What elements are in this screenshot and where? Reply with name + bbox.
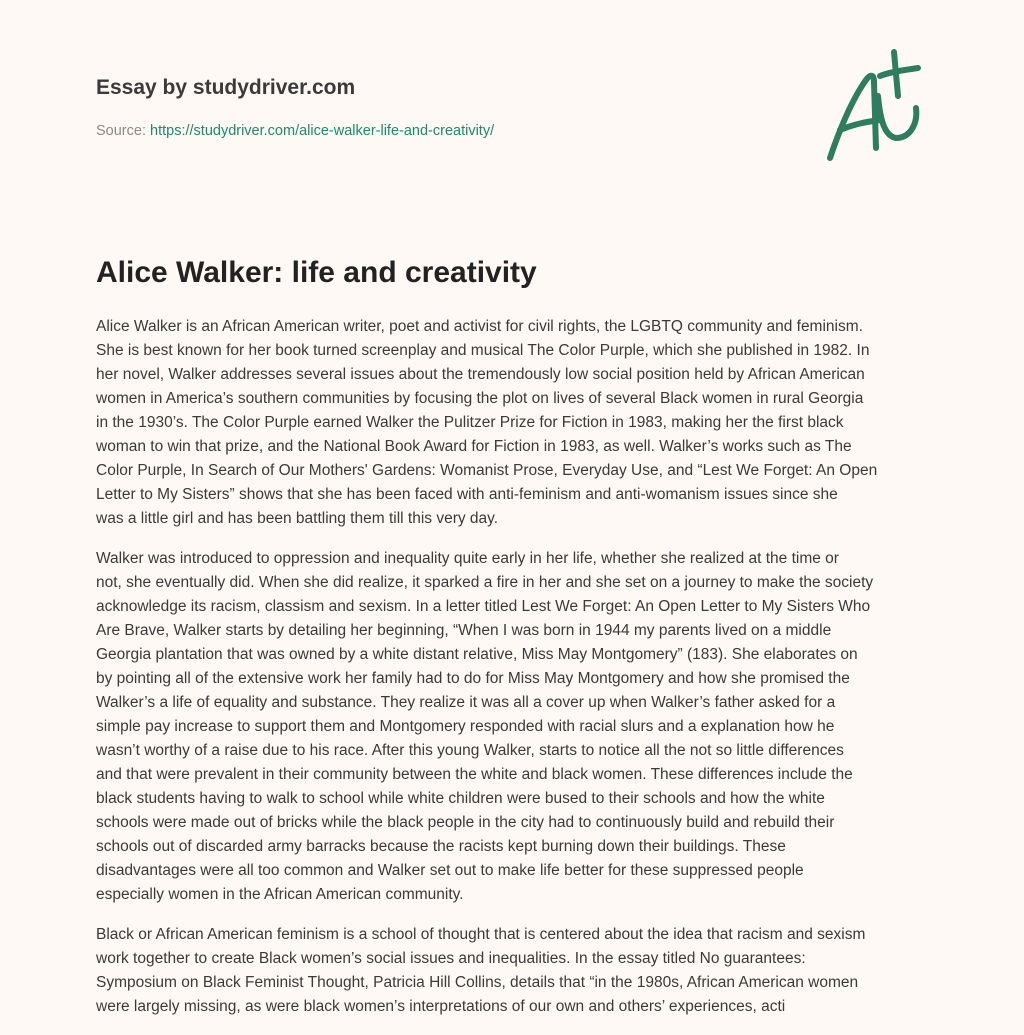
paragraph-line: schools were made out of bricks while the black people in the city had to continuously build and rebuild their — [96, 814, 835, 831]
paragraph-line: in the 1930’s. The Color Purple earned Walker the Pulitzer Prize for Fiction in 1983, making her the first black — [96, 414, 844, 431]
paragraph-line: work together to create Black women’s social issues and inequalities. In the essay titled No guarantees: — [96, 950, 806, 967]
source-link[interactable]: https://studydriver.com/alice-walker-life-and-creativity/ — [150, 123, 495, 139]
paragraph-line: Georgia plantation that was owned by a white distant relative, Miss May Montgomery” (183). She elaborates on — [96, 646, 858, 663]
paragraph — [96, 547, 996, 907]
paragraph-line: and that were prevalent in their community between the white and black women. These differences include the — [96, 766, 853, 783]
paragraph-line: simple pay increase to support them and Montgomery responded with racial slurs and a explanation how he — [96, 718, 835, 735]
paragraph-line: black students having to walk to school while white children were bused to their schools and how the white — [96, 790, 825, 807]
paragraph-line: not, she eventually did. When she did realize, it sparked a fire in her and she set on a journey to make the society — [96, 574, 874, 591]
paragraph-line: She is best known for her book turned screenplay and musical The Color Purple, which she published in 1982. In — [96, 342, 870, 359]
paragraph-line: Are Brave, Walker starts by detailing her beginning, “When I was born in 1944 my parents lived on a middle — [96, 622, 832, 639]
paragraph-line: Walker’s a life of equality and substance. They realize it was all a cover up when Walker’s father asked for a — [96, 694, 836, 711]
paragraph-line: Letter to My Sisters” shows that she has been faced with anti-feminism and anti-womanism issues since she — [96, 486, 838, 503]
paragraph-line: Alice Walker is an African American writer, poet and activist for civil rights, the LGBTQ community and feminism. — [96, 318, 863, 335]
paragraph — [96, 315, 996, 531]
paragraph-line: Black or African American feminism is a school of thought that is centered about the idea that racism and sexism — [96, 926, 866, 943]
paragraph-line: disadvantages were all too common and Walker set out to make life better for these suppressed people — [96, 862, 804, 879]
paragraph-line: women in America’s southern communities by focusing the plot on lives of several Black women in rural Georgia — [96, 390, 864, 407]
paragraph-line: woman to win that prize, and the National Book Award for Fiction in 1983, as well. Walker’s works such as The — [96, 438, 852, 455]
article-body — [96, 315, 996, 1035]
paragraph — [96, 923, 996, 1019]
paragraph-line: Color Purple, In Search of Our Mothers' Gardens: Womanist Prose, Everyday Use, and “Lest We Forget: An Open — [96, 462, 878, 479]
source-line — [96, 123, 494, 139]
site-title: Essay by studydriver.com — [96, 76, 356, 99]
article-title: Alice Walker: life and creativity — [96, 256, 537, 289]
a-plus-logo-icon — [818, 38, 928, 168]
paragraph-line: Walker was introduced to oppression and inequality quite early in her life, whether she realized at the time or — [96, 550, 839, 567]
paragraph-line: acknowledge its racism, classism and sexism. In a letter titled Lest We Forget: An Open Letter to My Sisters Who — [96, 598, 871, 615]
paragraph-line: especially women in the African American community. — [96, 886, 464, 903]
paragraph-line: were largely missing, as were black women’s interpretations of our own and others’ experiences, acti — [96, 998, 786, 1015]
paragraph-line: was a little girl and has been battling them till this very day. — [96, 510, 499, 527]
source-label: Source: — [96, 123, 146, 139]
paragraph-line: by pointing all of the extensive work her family had to do for Miss May Montgomery and how she promised the — [96, 670, 850, 687]
paragraph-line: Symposium on Black Feminist Thought, Patricia Hill Collins, details that “in the 1980s, African American women — [96, 974, 859, 991]
paragraph-line: her novel, Walker addresses several issues about the tremendously low social position held by African American — [96, 366, 865, 383]
paragraph-line: schools out of discarded army barracks because the racists kept burning down their buildings. These — [96, 838, 786, 855]
paragraph-line: wasn’t worthy of a raise due to his race. After this young Walker, starts to notice all the not so little differences — [96, 742, 844, 759]
